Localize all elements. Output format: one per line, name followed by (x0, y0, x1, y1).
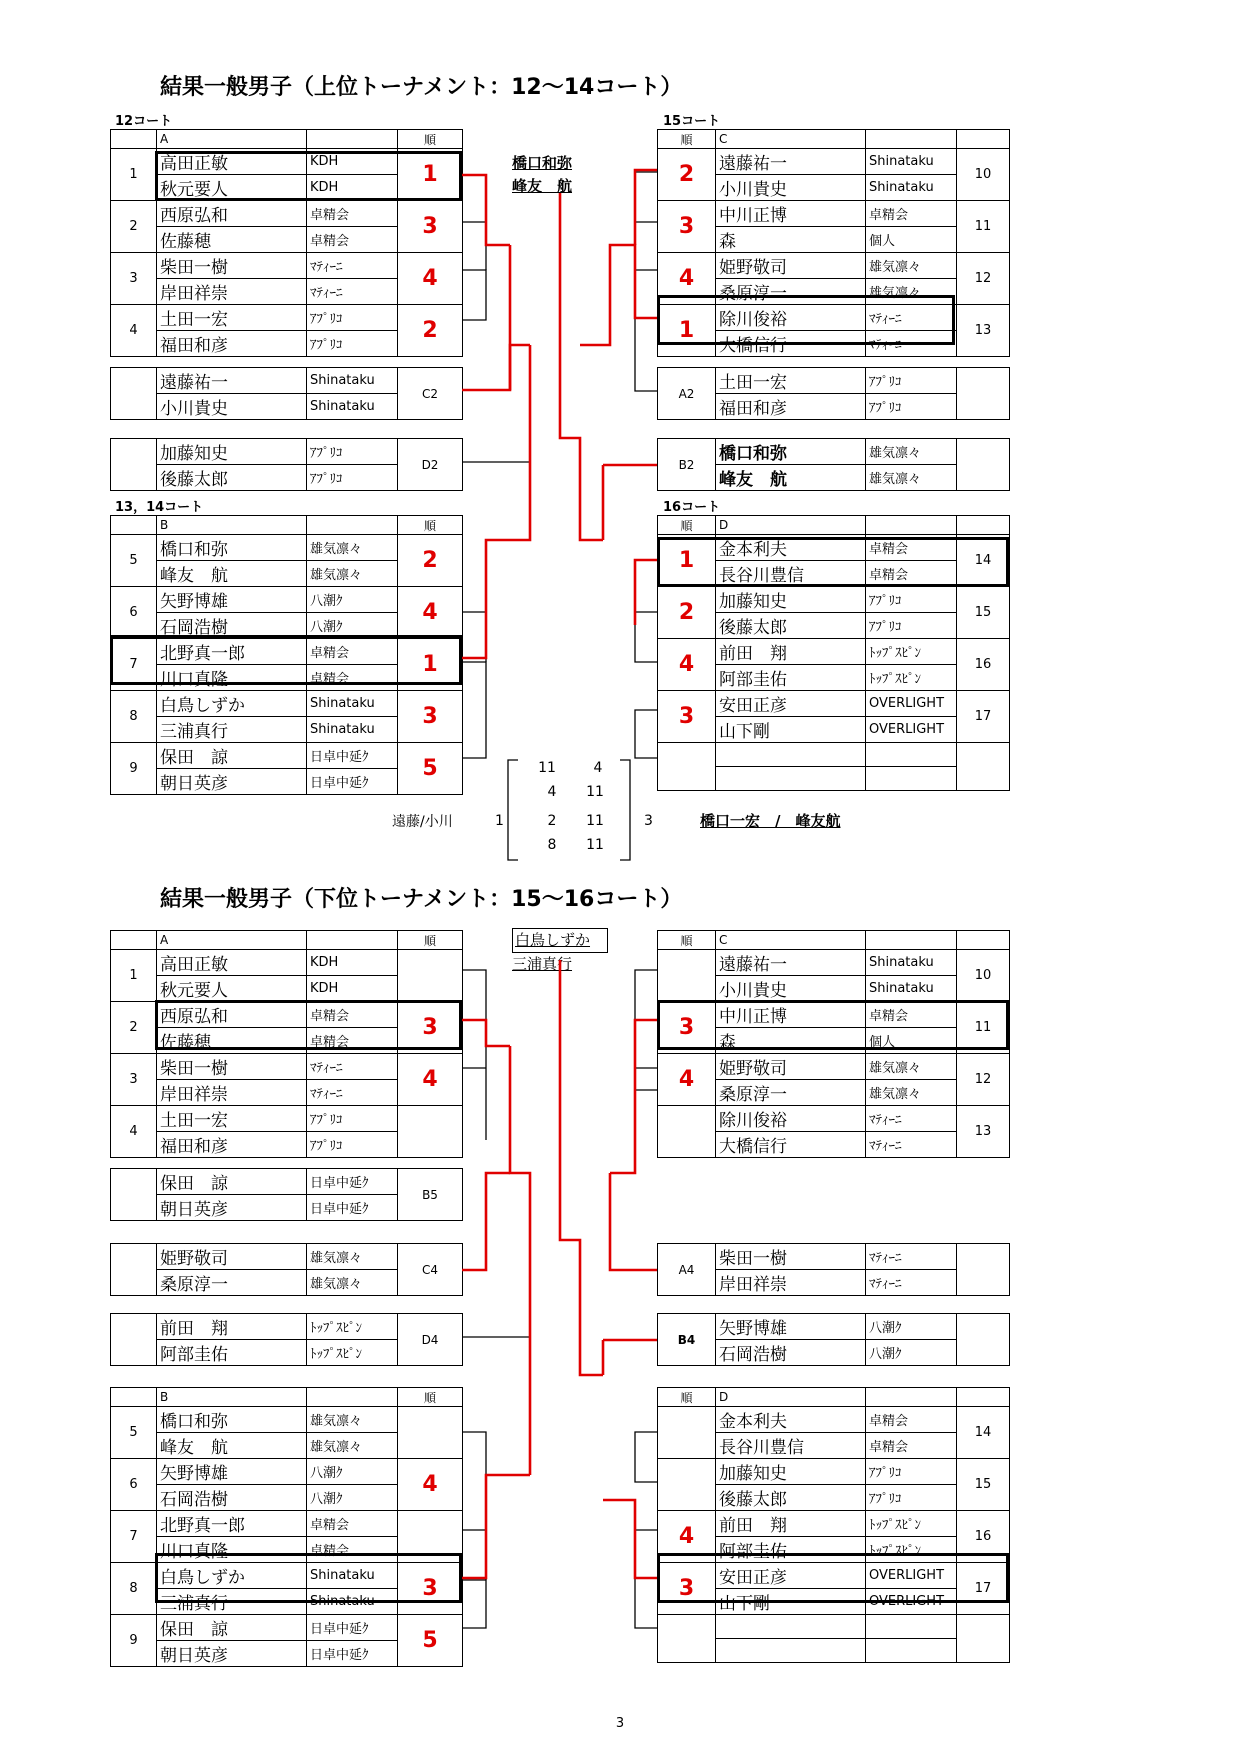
upper-seed-c2: 遠藤祐一 Shinataku C2 小川貴史 Shinataku (110, 367, 463, 420)
rank-value: 5 (398, 1615, 463, 1667)
table-row: 3 安田正彦 OVERLIGHT 17 (658, 1563, 1010, 1589)
lower-group-b-table: B 順 5 橋口和弥 雄気凛々 峰友 航 雄気凛々 6 矢野博雄 八潮ｸ 4 石岡浩樹 八潮ｸ 7 北野真一郎 卓精会 川口真隆 卓精会 8 白鳥しずか Shinataku 3 三浦真行 Shinataku 9 保田 諒 日卓中延ｸ 5 朝日英彦 日卓中延ｸ (110, 1387, 463, 1667)
rank-value: 4 (658, 639, 716, 691)
rank-value: 2 (658, 587, 716, 639)
table-row: 7 北野真一郎 卓精会 1 (111, 639, 463, 665)
score-cell: 4 (547, 784, 557, 800)
rank-header: 順 (398, 130, 463, 149)
rank-value: 4 (398, 1054, 463, 1106)
upper-champion: 橋口和弥 峰友 航 (512, 154, 573, 195)
rank-header: 順 (658, 1388, 716, 1407)
final-right-games: 3 (644, 813, 653, 829)
table-row: 8 白鳥しずか Shinataku 3 (111, 1563, 463, 1589)
table-row: 3 安田正彦 OVERLIGHT 17 (658, 691, 1010, 717)
table-row: 3 柴田一樹 ﾏﾃｨｰﾆ 4 (111, 253, 463, 279)
table-row: 2 西原弘和 卓精会 3 (111, 201, 463, 227)
table-row: 加藤知史 ｱﾌﾟﾘｺ 15 (658, 1459, 1010, 1485)
table-row: 3 中川正博 卓精会 11 (658, 1002, 1010, 1028)
rank-value: 3 (658, 1002, 716, 1054)
rank-value: 1 (398, 639, 463, 691)
rank-value: 4 (658, 1054, 716, 1106)
lower-group-d-table: 順 D 金本利夫 卓精会 14 長谷川豊信 卓精会 加藤知史 ｱﾌﾟﾘｺ 15 後藤太郎 ｱﾌﾟﾘｺ 4 前田 翔 ﾄｯﾌﾟｽﾋﾟﾝ 16 阿部圭佑 ﾄｯﾌﾟｽﾋﾟﾝ 3 安田正彦 OVERLIGHT 17 山下剛 OVERLIGHT (657, 1387, 1010, 1663)
table-row: 除川俊裕 ﾏﾃｨｰﾆ 13 (658, 1106, 1010, 1132)
table-row: 1 除川俊裕 ﾏﾃｨｰﾆ 13 (658, 305, 1010, 331)
group-label: A (157, 931, 307, 950)
upper-group-c-table: 順 C 2 遠藤祐一 Shinataku 10 小川貴史 Shinataku 3 中川正博 卓精会 11 森 個人 4 姫野敬司 雄気凛々 12 桑原淳一 雄気凛々 1 除川俊裕 ﾏﾃｨｰﾆ 13 大橋信行 ﾏﾃｨｰﾆ (657, 129, 1010, 357)
lower-seed-c4: 姫野敬司 雄気凛々 C4 桑原淳一 雄気凛々 (110, 1243, 463, 1296)
table-row: 4 姫野敬司 雄気凛々 12 (658, 253, 1010, 279)
table-row: 2 遠藤祐一 Shinataku 10 (658, 149, 1010, 175)
final-left-games: 1 (495, 813, 504, 829)
table-row: 5 橋口和弥 雄気凛々 2 (111, 535, 463, 561)
rank-value: 1 (398, 149, 463, 201)
group-label: D (716, 516, 866, 535)
table-row: 6 矢野博雄 八潮ｸ 4 (111, 1459, 463, 1485)
upper-court-d-label: 16コート (663, 500, 721, 515)
rank-value: 4 (658, 1511, 716, 1563)
rank-value: 3 (398, 691, 463, 743)
table-row: 4 前田 翔 ﾄｯﾌﾟｽﾋﾟﾝ 16 (658, 639, 1010, 665)
rank-header: 順 (658, 516, 716, 535)
table-row: 4 土田一宏 ｱﾌﾟﾘｺ 2 (111, 305, 463, 331)
table-row: 2 加藤知史 ｱﾌﾟﾘｺ 15 (658, 587, 1010, 613)
rank-header: 順 (398, 931, 463, 950)
upper-group-b-table: B 順 5 橋口和弥 雄気凛々 2 峰友 航 雄気凛々 6 矢野博雄 八潮ｸ 4 石岡浩樹 八潮ｸ 7 北野真一郎 卓精会 1 川口真隆 卓精会 8 白鳥しずか Shinataku 3 三浦真行 Shinataku 9 保田 諒 日卓中延ｸ 5 朝日英彦 日卓中延ｸ (110, 515, 463, 795)
score-cell: 11 (586, 784, 604, 800)
rank-value: 2 (658, 149, 716, 201)
upper-seed-b2: B2 橋口和弥 雄気凛々 峰友 航 雄気凛々 (657, 438, 1010, 491)
rank-value: 3 (658, 201, 716, 253)
table-row: 9 保田 諒 日卓中延ｸ 5 (111, 743, 463, 769)
lower-title: 結果一般男子（下位トーナメント：15～16コート） (160, 887, 683, 912)
rank-header: 順 (658, 931, 716, 950)
table-row: 4 姫野敬司 雄気凛々 12 (658, 1054, 1010, 1080)
table-row: 1 金本利夫 卓精会 14 (658, 535, 1010, 561)
lower-seed-b4: B4 矢野博雄 八潮ｸ 石岡浩樹 八潮ｸ (657, 1313, 1010, 1366)
rank-header: 順 (398, 516, 463, 535)
table-row: 4 土田一宏 ｱﾌﾟﾘｺ (111, 1106, 463, 1132)
group-label: C (716, 931, 866, 950)
rank-value: 3 (398, 201, 463, 253)
rank-value: 4 (398, 1459, 463, 1511)
score-cell: 4 (593, 760, 603, 776)
table-row: 3 柴田一樹 ﾏﾃｨｰﾆ 4 (111, 1054, 463, 1080)
rank-value: 2 (398, 305, 463, 357)
group-label: D (716, 1388, 866, 1407)
rank-value: 4 (398, 253, 463, 305)
table-row: 1 高田正敏 KDH (111, 950, 463, 976)
upper-court-a-label: 12コート (115, 114, 173, 129)
page-number: 3 (615, 1716, 625, 1731)
table-row: 遠藤祐一 Shinataku 10 (658, 950, 1010, 976)
final-left-pair: 遠藤/小川 (392, 814, 453, 830)
table-row: 5 橋口和弥 雄気凛々 (111, 1407, 463, 1433)
rank-header: 順 (658, 130, 716, 149)
upper-title: 結果一般男子（上位トーナメント：12～14コート） (160, 75, 683, 100)
rank-value: 5 (398, 743, 463, 795)
lower-champion: 白鳥しずか 三浦真行 (512, 928, 608, 976)
table-row: 1 高田正敏 KDH 1 (111, 149, 463, 175)
table-row: 8 白鳥しずか Shinataku 3 (111, 691, 463, 717)
score-cell: 11 (586, 813, 604, 829)
group-label: A (157, 130, 307, 149)
table-row: 9 保田 諒 日卓中延ｸ 5 (111, 1615, 463, 1641)
rank-value: 3 (398, 1563, 463, 1615)
lower-seed-d4: 前田 翔 ﾄｯﾌﾟｽﾋﾟﾝ D4 阿部圭佑 ﾄｯﾌﾟｽﾋﾟﾝ (110, 1313, 463, 1366)
upper-court-c-label: 15コート (663, 114, 721, 129)
table-row: 6 矢野博雄 八潮ｸ 4 (111, 587, 463, 613)
group-label: B (157, 1388, 307, 1407)
rank-value: 2 (398, 535, 463, 587)
table-row: 7 北野真一郎 卓精会 (111, 1511, 463, 1537)
table-row: 2 西原弘和 卓精会 3 (111, 1002, 463, 1028)
rank-value: 3 (398, 1002, 463, 1054)
group-label: B (157, 516, 307, 535)
table-row: 金本利夫 卓精会 14 (658, 1407, 1010, 1433)
group-label: C (716, 130, 866, 149)
table-row: 3 中川正博 卓精会 11 (658, 201, 1010, 227)
rank-value: 3 (658, 691, 716, 743)
rank-value: 4 (398, 587, 463, 639)
rank-value: 1 (658, 305, 716, 357)
score-cell: 2 (547, 813, 557, 829)
lower-seed-b5: 保田 諒 日卓中延ｸ B5 朝日英彦 日卓中延ｸ (110, 1168, 463, 1221)
rank-header: 順 (398, 1388, 463, 1407)
upper-group-a-table: A 順 1 高田正敏 KDH 1 秋元要人 KDH 2 西原弘和 卓精会 3 佐藤穂 卓精会 3 柴田一樹 ﾏﾃｨｰﾆ 4 岸田祥崇 ﾏﾃｨｰﾆ 4 土田一宏 ｱﾌﾟﾘｺ 2 福田和彦 ｱﾌﾟﾘｺ (110, 129, 463, 357)
upper-seed-a2: A2 土田一宏 ｱﾌﾟﾘｺ 福田和彦 ｱﾌﾟﾘｺ (657, 367, 1010, 420)
score-cell: 11 (586, 837, 604, 853)
score-cell: 8 (547, 837, 557, 853)
upper-group-d-table: 順 D 1 金本利夫 卓精会 14 長谷川豊信 卓精会 2 加藤知史 ｱﾌﾟﾘｺ 15 後藤太郎 ｱﾌﾟﾘｺ 4 前田 翔 ﾄｯﾌﾟｽﾋﾟﾝ 16 阿部圭佑 ﾄｯﾌﾟｽﾋﾟﾝ 3 安田正彦 OVERLIGHT 17 山下剛 OVERLIGHT (657, 515, 1010, 791)
lower-seed-a4: A4 柴田一樹 ﾏﾃｨｰﾆ 岸田祥崇 ﾏﾃｨｰﾆ (657, 1243, 1010, 1296)
table-row: 4 前田 翔 ﾄｯﾌﾟｽﾋﾟﾝ 16 (658, 1511, 1010, 1537)
lower-group-a-table: A 順 1 高田正敏 KDH 秋元要人 KDH 2 西原弘和 卓精会 3 佐藤穂 卓精会 3 柴田一樹 ﾏﾃｨｰﾆ 4 岸田祥崇 ﾏﾃｨｰﾆ 4 土田一宏 ｱﾌﾟﾘｺ 福田和彦 ｱﾌﾟﾘｺ (110, 930, 463, 1158)
score-cell: 11 (538, 760, 556, 776)
rank-value: 1 (658, 535, 716, 587)
upper-court-b-label: 13，14コート (115, 500, 204, 515)
final-right-pair: 橋口一宏 / 峰友航 (700, 812, 841, 830)
upper-seed-d2: 加藤知史 ｱﾌﾟﾘｺ D2 後藤太郎 ｱﾌﾟﾘｺ (110, 438, 463, 491)
lower-group-c-table: 順 C 遠藤祐一 Shinataku 10 小川貴史 Shinataku 3 中川正博 卓精会 11 森 個人 4 姫野敬司 雄気凛々 12 桑原淳一 雄気凛々 除川俊裕 ﾏﾃｨｰﾆ 13 大橋信行 ﾏﾃｨｰﾆ (657, 930, 1010, 1158)
rank-value: 3 (658, 1563, 716, 1615)
rank-value: 4 (658, 253, 716, 305)
